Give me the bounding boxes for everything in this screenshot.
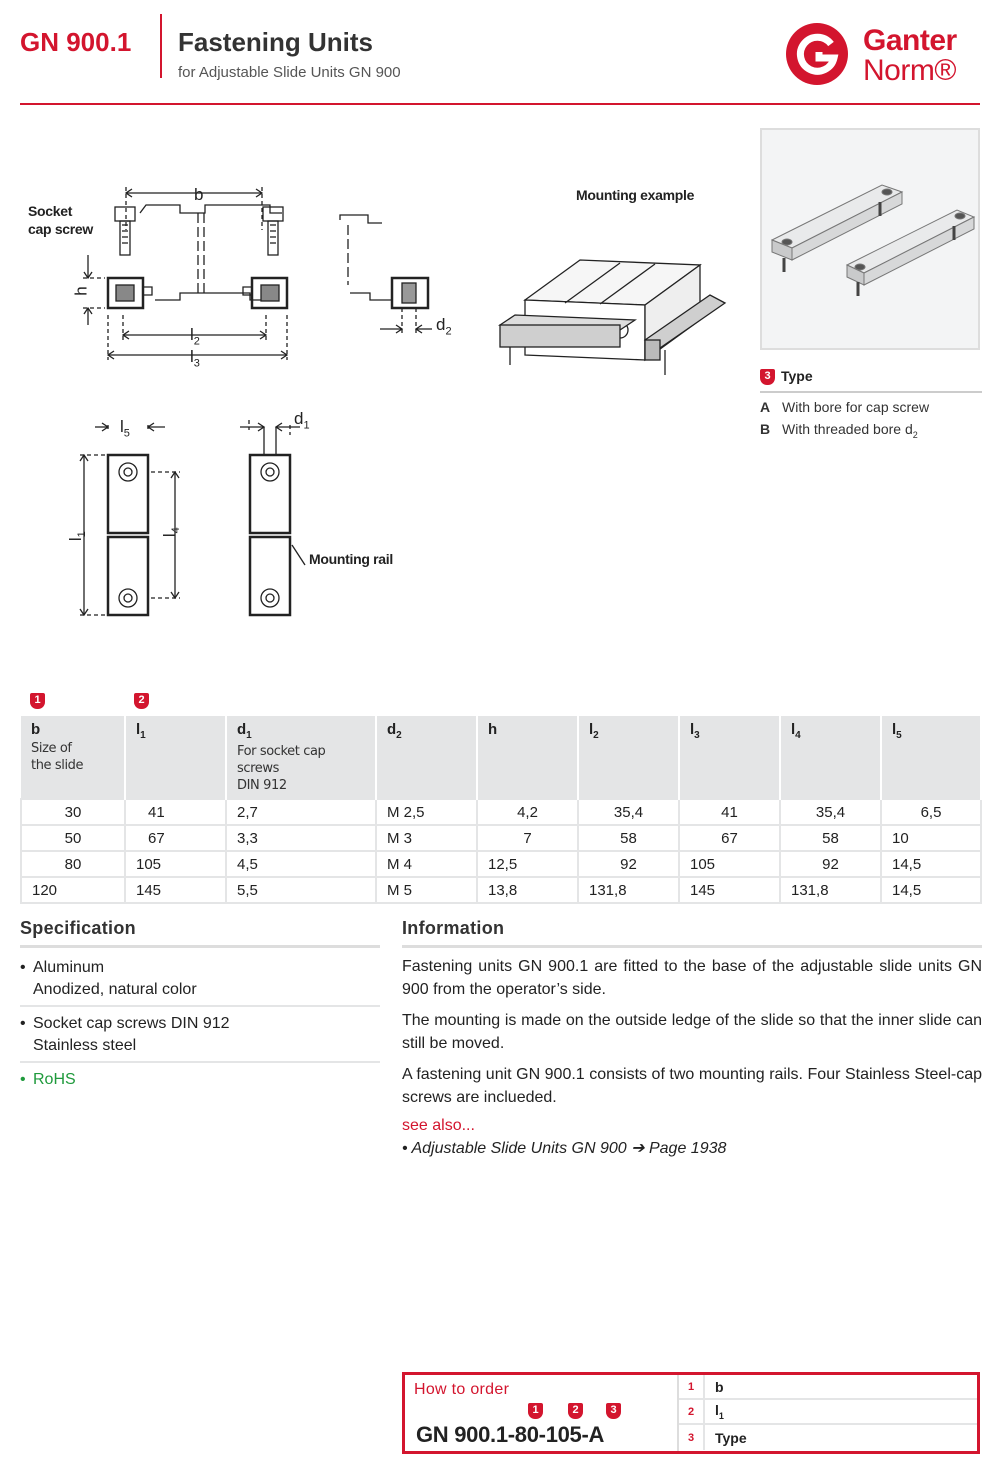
order-legend-row: 1 b xyxy=(679,1375,977,1400)
how-to-order-title: How to order xyxy=(414,1381,510,1398)
table-row xyxy=(21,851,981,877)
table-row xyxy=(21,825,981,851)
technical-drawing xyxy=(20,125,750,640)
table-row xyxy=(21,799,981,825)
header-separator xyxy=(160,14,162,78)
table-cell: 6,5 xyxy=(881,799,981,825)
table-cell: 30 xyxy=(21,799,125,825)
info-paragraph: Fastening units GN 900.1 are fitted to the base of the adjustable slide units GN 900 from the operator’s side. xyxy=(402,958,982,998)
table-cell: 3,3 xyxy=(226,825,376,851)
type-legend-header xyxy=(760,368,982,393)
socket-cap-screw-label-2: cap screw xyxy=(28,221,94,237)
spec-item-material: • Aluminum Anodized, natural color xyxy=(20,955,380,1007)
type-legend xyxy=(760,368,982,440)
order-badge-1: 1 xyxy=(528,1403,543,1419)
info-paragraph: The mounting is made on the outside ledge of the slide so that the inner slide can still be moved. xyxy=(402,1012,982,1052)
dim-h: h xyxy=(71,286,91,296)
dimension-table xyxy=(20,716,982,904)
logo-text-ganter: Ganter xyxy=(863,24,957,57)
product-photo xyxy=(760,128,980,350)
logo-g-icon xyxy=(785,22,849,86)
table-header-row xyxy=(21,716,981,799)
type-legend-title: Type xyxy=(781,368,813,384)
table-row xyxy=(21,877,981,903)
product-photo-svg xyxy=(762,130,978,348)
table-cell: 105 xyxy=(679,851,780,877)
table-cell: 35,4 xyxy=(780,799,881,825)
dim-l3: $l_3$ xyxy=(190,347,200,370)
table-cell: 35,4 xyxy=(578,799,679,825)
table-cell: 13,8 xyxy=(477,877,578,903)
table-cell: M 5 xyxy=(376,877,477,903)
table-cell: 4,5 xyxy=(226,851,376,877)
table-cell: 67 xyxy=(125,825,226,851)
order-legend-row: 2 $l_1$ xyxy=(679,1400,977,1425)
table-cell: 5,5 xyxy=(226,877,376,903)
specification-title: Specification xyxy=(20,918,136,938)
information-body xyxy=(402,955,982,1158)
spec-item-rohs: • RoHS xyxy=(20,1067,380,1095)
table-cell: 105 xyxy=(125,851,226,877)
col-l3: $l_3$ xyxy=(679,716,780,799)
spec-item-screws: • Socket cap screws DIN 912 Stainless steel xyxy=(20,1011,380,1063)
mounting-rail-label: Mounting rail xyxy=(309,551,393,567)
table-cell: 50 xyxy=(21,825,125,851)
col-l1: $l_1$ xyxy=(125,716,226,799)
product-code: GN 900.1 xyxy=(20,27,132,57)
dim-l5: $l_5$ xyxy=(120,417,130,440)
dim-l1: $l_1$ xyxy=(65,531,89,542)
see-also-label: see also... xyxy=(402,1117,475,1134)
col-l5: $l_5$ xyxy=(881,716,981,799)
table-cell: 14,5 xyxy=(881,851,981,877)
table-cell: 120 xyxy=(21,877,125,903)
ganter-norm-logo xyxy=(785,22,985,88)
col-b: b Size of the slide xyxy=(21,716,125,799)
mounting-example-label: Mounting example xyxy=(576,187,695,203)
table-cell: 10 xyxy=(881,825,981,851)
header-rule xyxy=(20,103,980,105)
table-cell: 4,2 xyxy=(477,799,578,825)
col-d2: $d_2$ xyxy=(376,716,477,799)
table-cell: 145 xyxy=(679,877,780,903)
badge-2: 2 xyxy=(134,693,149,709)
socket-cap-screw-label-1: Socket xyxy=(28,203,73,219)
order-legend xyxy=(677,1375,977,1451)
dim-l4: $l_4$ xyxy=(159,527,183,538)
logo-text-norm: Norm® xyxy=(863,54,956,87)
col-h: h xyxy=(477,716,578,799)
table-cell: 2,7 xyxy=(226,799,376,825)
table-cell: 41 xyxy=(125,799,226,825)
info-paragraph: A fastening unit GN 900.1 consists of two mounting rails. Four Stainless Steel-cap screws are inclueded. xyxy=(402,1066,982,1106)
order-legend-row: 3 Type xyxy=(679,1425,977,1450)
dim-d2: $d_2$ xyxy=(436,315,452,338)
badge-1: 1 xyxy=(30,693,45,709)
table-cell: M 4 xyxy=(376,851,477,877)
type-badge: 3 xyxy=(760,369,775,385)
dim-d1: $d_1$ xyxy=(294,409,310,432)
order-badge-2: 2 xyxy=(568,1403,583,1419)
page-subtitle: for Adjustable Slide Units GN 900 xyxy=(178,64,401,81)
table-cell: M 3 xyxy=(376,825,477,851)
table-cell: 41 xyxy=(679,799,780,825)
table-cell: 131,8 xyxy=(780,877,881,903)
page-title: Fastening Units xyxy=(178,27,374,57)
order-code: GN 900.1-80-105-A xyxy=(416,1422,605,1447)
dim-l2: $l_2$ xyxy=(190,325,200,348)
dim-b: b xyxy=(194,185,204,204)
table-cell: 58 xyxy=(578,825,679,851)
table-cell: 145 xyxy=(125,877,226,903)
specification-list xyxy=(20,955,380,1099)
how-to-order-box xyxy=(402,1372,980,1454)
table-cell: 92 xyxy=(780,851,881,877)
col-l4: $l_4$ xyxy=(780,716,881,799)
type-row-b: B With threaded bore $d_2$ xyxy=(760,421,918,441)
information-title: Information xyxy=(402,918,505,938)
specification-rule xyxy=(20,945,380,948)
table-badges xyxy=(20,693,980,711)
table-cell: 92 xyxy=(578,851,679,877)
table-cell: 14,5 xyxy=(881,877,981,903)
table-cell: 12,5 xyxy=(477,851,578,877)
order-badge-3: 3 xyxy=(606,1403,621,1419)
table-cell: M 2,5 xyxy=(376,799,477,825)
table-cell: 131,8 xyxy=(578,877,679,903)
see-also-link[interactable]: • Adjustable Slide Units GN 900 ➔ Page 1938 xyxy=(402,1140,727,1157)
table-cell: 7 xyxy=(477,825,578,851)
type-row-a: A With bore for cap screw xyxy=(760,399,930,416)
table-cell: 58 xyxy=(780,825,881,851)
col-l2: $l_2$ xyxy=(578,716,679,799)
information-rule xyxy=(402,945,982,948)
table-cell: 80 xyxy=(21,851,125,877)
col-d1: $d_1$ For socket cap screws DIN 912 xyxy=(226,716,376,799)
table-cell: 67 xyxy=(679,825,780,851)
